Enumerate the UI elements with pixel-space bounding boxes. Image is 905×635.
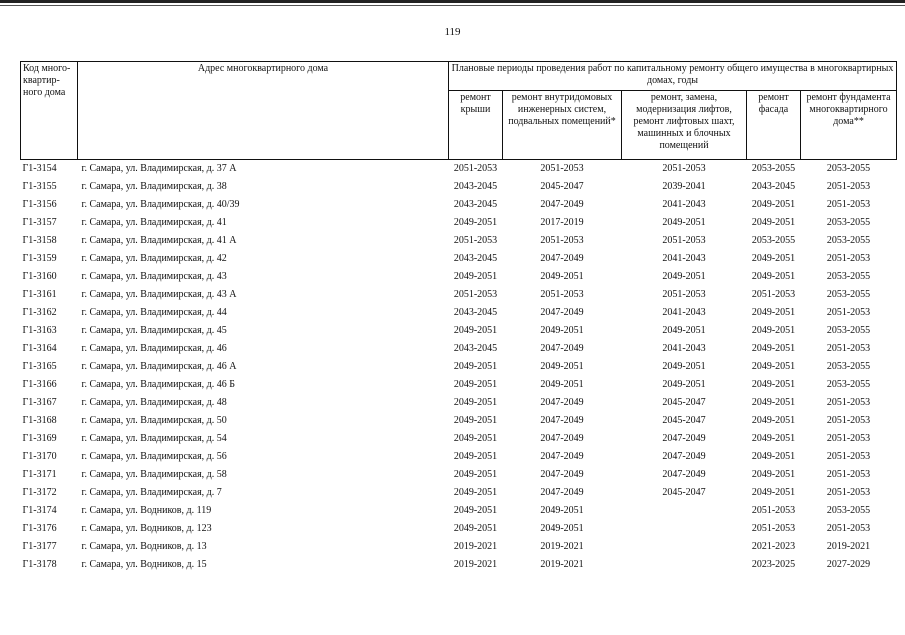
cell-engineering: 2047-2049 bbox=[540, 253, 584, 264]
cell-roof: 2049-2051 bbox=[453, 397, 498, 408]
table-row bbox=[21, 160, 897, 179]
cell-roof: 2051-2053 bbox=[453, 289, 498, 300]
cell-engineering: 2047-2049 bbox=[540, 415, 584, 426]
repair-schedule-table bbox=[20, 61, 897, 574]
cell-facade: 2049-2051 bbox=[751, 343, 796, 354]
cell-facade: 2049-2051 bbox=[751, 253, 796, 264]
cell-lifts: 2041-2043 bbox=[662, 307, 706, 318]
table-row bbox=[21, 322, 897, 340]
cell-foundation: 2051-2053 bbox=[826, 523, 871, 534]
cell-facade: 2049-2051 bbox=[751, 379, 796, 390]
cell-engineering: 2047-2049 bbox=[540, 343, 584, 354]
header-roof: ремонт крыши bbox=[449, 91, 503, 160]
cell-facade: 2021-2023 bbox=[751, 541, 796, 552]
cell-address: г. Самара, ул. Владимирская, д. 40/39 bbox=[81, 199, 240, 210]
cell-engineering: 2047-2049 bbox=[540, 433, 584, 444]
table-row bbox=[21, 358, 897, 376]
cell-facade: 2049-2051 bbox=[751, 217, 796, 228]
cell-lifts: 2041-2043 bbox=[662, 343, 706, 354]
table-row bbox=[21, 412, 897, 430]
cell-address: г. Самара, ул. Владимирская, д. 43 А bbox=[81, 289, 237, 300]
cell-foundation: 2053-2055 bbox=[826, 235, 871, 246]
cell-foundation: 2053-2055 bbox=[826, 379, 871, 390]
cell-facade: 2049-2051 bbox=[751, 469, 796, 480]
cell-address: г. Самара, ул. Владимирская, д. 44 bbox=[81, 307, 227, 318]
cell-engineering: 2051-2053 bbox=[540, 163, 584, 174]
cell-code: Г1-3161 bbox=[22, 289, 57, 300]
cell-facade: 2049-2051 bbox=[751, 451, 796, 462]
cell-address: г. Самара, ул. Владимирская, д. 50 bbox=[81, 415, 227, 426]
cell-engineering: 2047-2049 bbox=[540, 397, 584, 408]
cell-roof: 2049-2051 bbox=[453, 487, 498, 498]
cell-code: Г1-3168 bbox=[22, 415, 57, 426]
cell-code: Г1-3178 bbox=[22, 559, 57, 570]
cell-facade: 2051-2053 bbox=[751, 289, 796, 300]
cell-roof: 2049-2051 bbox=[453, 217, 498, 228]
cell-code: Г1-3157 bbox=[22, 217, 57, 228]
cell-code: Г1-3159 bbox=[22, 253, 57, 264]
cell-engineering: 2049-2051 bbox=[540, 523, 584, 534]
table-row bbox=[21, 340, 897, 358]
cell-address: г. Самара, ул. Владимирская, д. 46 bbox=[81, 343, 227, 354]
cell-address: г. Самара, ул. Владимирская, д. 43 bbox=[81, 271, 227, 282]
cell-address: г. Самара, ул. Владимирская, д. 37 А bbox=[81, 163, 237, 174]
cell-code: Г1-3155 bbox=[22, 181, 57, 192]
cell-lifts: 2049-2051 bbox=[662, 379, 706, 390]
cell-facade: 2049-2051 bbox=[751, 433, 796, 444]
cell-facade: 2049-2051 bbox=[751, 325, 796, 336]
cell-facade: 2053-2055 bbox=[751, 163, 796, 174]
cell-foundation: 2051-2053 bbox=[826, 199, 871, 210]
table-header bbox=[21, 62, 897, 160]
cell-address: г. Самара, ул. Владимирская, д. 58 bbox=[81, 469, 227, 480]
cell-lifts: 2047-2049 bbox=[662, 433, 706, 444]
cell-address: г. Самара, ул. Водников, д. 119 bbox=[81, 505, 212, 516]
cell-engineering: 2049-2051 bbox=[540, 505, 584, 516]
table-row bbox=[21, 502, 897, 520]
cell-facade: 2049-2051 bbox=[751, 271, 796, 282]
cell-code: Г1-3167 bbox=[22, 397, 57, 408]
cell-address: г. Самара, ул. Владимирская, д. 45 bbox=[81, 325, 227, 336]
cell-address: г. Самара, ул. Владимирская, д. 41 bbox=[81, 217, 227, 228]
cell-foundation: 2051-2053 bbox=[826, 343, 871, 354]
cell-lifts: 2045-2047 bbox=[662, 487, 706, 498]
table-row bbox=[21, 538, 897, 556]
table-row bbox=[21, 394, 897, 412]
header-code: Код много-квартир-ного дома bbox=[21, 62, 78, 160]
cell-foundation: 2051-2053 bbox=[826, 433, 871, 444]
cell-address: г. Самара, ул. Владимирская, д. 48 bbox=[81, 397, 227, 408]
table-row bbox=[21, 466, 897, 484]
cell-engineering: 2047-2049 bbox=[540, 199, 584, 210]
cell-engineering: 2047-2049 bbox=[540, 307, 584, 318]
cell-lifts: 2047-2049 bbox=[662, 451, 706, 462]
header-lifts: ремонт, замена, модернизация лифтов, ремонт лифтовых шахт, машинных и блочных помещений bbox=[622, 91, 747, 160]
cell-foundation: 2053-2055 bbox=[826, 505, 871, 516]
cell-roof: 2049-2051 bbox=[453, 361, 498, 372]
cell-facade: 2043-2045 bbox=[751, 181, 796, 192]
cell-roof: 2049-2051 bbox=[453, 415, 498, 426]
cell-code: Г1-3165 bbox=[22, 361, 57, 372]
cell-address: г. Самара, ул. Владимирская, д. 56 bbox=[81, 451, 227, 462]
table-row bbox=[21, 448, 897, 466]
cell-code: Г1-3170 bbox=[22, 451, 57, 462]
cell-foundation: 2053-2055 bbox=[826, 289, 871, 300]
cell-lifts bbox=[622, 556, 747, 574]
cell-address: г. Самара, ул. Владимирская, д. 54 bbox=[81, 433, 227, 444]
cell-engineering: 2047-2049 bbox=[540, 451, 584, 462]
cell-engineering: 2051-2053 bbox=[540, 289, 584, 300]
cell-foundation: 2027-2029 bbox=[826, 559, 871, 570]
cell-address: г. Самара, ул. Владимирская, д. 42 bbox=[81, 253, 227, 264]
cell-engineering: 2017-2019 bbox=[540, 217, 584, 228]
cell-facade: 2049-2051 bbox=[751, 487, 796, 498]
cell-code: Г1-3154 bbox=[22, 163, 57, 174]
cell-code: Г1-3156 bbox=[22, 199, 57, 210]
cell-address: г. Самара, ул. Владимирская, д. 46 А bbox=[81, 361, 237, 372]
cell-address: г. Самара, ул. Водников, д. 123 bbox=[81, 523, 212, 534]
header-foundation: ремонт фундамента многоквартирного дома** bbox=[801, 91, 897, 160]
top-border-rule-thin bbox=[0, 5, 905, 6]
table-row bbox=[21, 430, 897, 448]
cell-roof: 2019-2021 bbox=[453, 559, 498, 570]
cell-lifts: 2045-2047 bbox=[662, 415, 706, 426]
cell-engineering: 2049-2051 bbox=[540, 271, 584, 282]
cell-roof: 2019-2021 bbox=[453, 541, 498, 552]
cell-foundation: 2053-2055 bbox=[826, 361, 871, 372]
table-row bbox=[21, 232, 897, 250]
cell-engineering: 2019-2021 bbox=[540, 559, 584, 570]
cell-foundation: 2051-2053 bbox=[826, 469, 871, 480]
cell-roof: 2049-2051 bbox=[453, 433, 498, 444]
cell-roof: 2049-2051 bbox=[453, 505, 498, 516]
cell-foundation: 2051-2053 bbox=[826, 415, 871, 426]
cell-foundation: 2051-2053 bbox=[826, 451, 871, 462]
cell-roof: 2043-2045 bbox=[453, 343, 498, 354]
cell-engineering: 2047-2049 bbox=[540, 469, 584, 480]
cell-address: г. Самара, ул. Владимирская, д. 7 bbox=[81, 487, 222, 498]
cell-roof: 2049-2051 bbox=[453, 271, 498, 282]
cell-engineering: 2049-2051 bbox=[540, 325, 584, 336]
cell-roof: 2043-2045 bbox=[453, 181, 498, 192]
cell-engineering: 2047-2049 bbox=[540, 487, 584, 498]
cell-address: г. Самара, ул. Владимирская, д. 38 bbox=[81, 181, 227, 192]
cell-lifts bbox=[622, 502, 747, 520]
table-row bbox=[21, 268, 897, 286]
cell-roof: 2049-2051 bbox=[453, 523, 498, 534]
cell-lifts: 2041-2043 bbox=[662, 199, 706, 210]
cell-foundation: 2051-2053 bbox=[826, 397, 871, 408]
cell-engineering: 2019-2021 bbox=[540, 541, 584, 552]
cell-roof: 2043-2045 bbox=[453, 199, 498, 210]
table-row bbox=[21, 304, 897, 322]
cell-lifts: 2045-2047 bbox=[662, 397, 706, 408]
page-number: 119 bbox=[444, 26, 461, 38]
cell-lifts bbox=[622, 538, 747, 556]
cell-foundation: 2053-2055 bbox=[826, 217, 871, 228]
cell-lifts: 2051-2053 bbox=[662, 235, 706, 246]
table-row bbox=[21, 484, 897, 502]
cell-code: Г1-3176 bbox=[22, 523, 57, 534]
cell-lifts: 2049-2051 bbox=[662, 271, 706, 282]
cell-code: Г1-3158 bbox=[22, 235, 57, 246]
header-facade: ремонт фасада bbox=[747, 91, 801, 160]
cell-code: Г1-3174 bbox=[22, 505, 57, 516]
cell-code: Г1-3163 bbox=[22, 325, 57, 336]
table-row bbox=[21, 196, 897, 214]
cell-code: Г1-3164 bbox=[22, 343, 57, 354]
cell-code: Г1-3160 bbox=[22, 271, 57, 282]
cell-address: г. Самара, ул. Владимирская, д. 41 А bbox=[81, 235, 237, 246]
cell-code: Г1-3172 bbox=[22, 487, 57, 498]
cell-code: Г1-3169 bbox=[22, 433, 57, 444]
cell-code: Г1-3177 bbox=[22, 541, 57, 552]
cell-foundation: 2053-2055 bbox=[826, 271, 871, 282]
cell-code: Г1-3162 bbox=[22, 307, 57, 318]
header-address: Адрес многоквартирного дома bbox=[78, 62, 449, 160]
cell-code: Г1-3171 bbox=[22, 469, 57, 480]
cell-facade: 2053-2055 bbox=[751, 235, 796, 246]
cell-roof: 2043-2045 bbox=[453, 253, 498, 264]
cell-foundation: 2051-2053 bbox=[826, 253, 871, 264]
cell-engineering: 2049-2051 bbox=[540, 361, 584, 372]
cell-facade: 2049-2051 bbox=[751, 397, 796, 408]
table-row bbox=[21, 556, 897, 574]
table-row bbox=[21, 250, 897, 268]
cell-roof: 2049-2051 bbox=[453, 325, 498, 336]
cell-facade: 2049-2051 bbox=[751, 361, 796, 372]
cell-address: г. Самара, ул. Водников, д. 15 bbox=[81, 559, 207, 570]
header-engineering: ремонт внутридомовых инженерных систем, подвальных помещений* bbox=[503, 91, 622, 160]
cell-facade: 2023-2025 bbox=[751, 559, 796, 570]
table-row bbox=[21, 178, 897, 196]
cell-lifts: 2051-2053 bbox=[662, 163, 706, 174]
cell-foundation: 2053-2055 bbox=[826, 163, 871, 174]
cell-lifts: 2047-2049 bbox=[662, 469, 706, 480]
cell-lifts: 2049-2051 bbox=[662, 217, 706, 228]
cell-lifts: 2041-2043 bbox=[662, 253, 706, 264]
cell-facade: 2051-2053 bbox=[751, 505, 796, 516]
cell-roof: 2051-2053 bbox=[453, 163, 498, 174]
cell-roof: 2043-2045 bbox=[453, 307, 498, 318]
cell-code: Г1-3166 bbox=[22, 379, 57, 390]
cell-engineering: 2051-2053 bbox=[540, 235, 584, 246]
table-row bbox=[21, 214, 897, 232]
cell-foundation: 2051-2053 bbox=[826, 307, 871, 318]
cell-foundation: 2051-2053 bbox=[826, 487, 871, 498]
cell-foundation: 2051-2053 bbox=[826, 181, 871, 192]
cell-lifts: 2049-2051 bbox=[662, 325, 706, 336]
cell-lifts: 2039-2041 bbox=[662, 181, 706, 192]
table-row bbox=[21, 520, 897, 538]
cell-lifts: 2049-2051 bbox=[662, 361, 706, 372]
cell-engineering: 2045-2047 bbox=[540, 181, 584, 192]
cell-engineering: 2049-2051 bbox=[540, 379, 584, 390]
cell-lifts bbox=[622, 520, 747, 538]
cell-roof: 2049-2051 bbox=[453, 379, 498, 390]
cell-facade: 2049-2051 bbox=[751, 415, 796, 426]
cell-roof: 2049-2051 bbox=[453, 469, 498, 480]
cell-roof: 2049-2051 bbox=[453, 451, 498, 462]
table-row bbox=[21, 376, 897, 394]
cell-facade: 2051-2053 bbox=[751, 523, 796, 534]
cell-lifts: 2051-2053 bbox=[662, 289, 706, 300]
table-row bbox=[21, 286, 897, 304]
cell-facade: 2049-2051 bbox=[751, 199, 796, 210]
cell-address: г. Самара, ул. Владимирская, д. 46 Б bbox=[81, 379, 236, 390]
cell-foundation: 2053-2055 bbox=[826, 325, 871, 336]
cell-facade: 2049-2051 bbox=[751, 307, 796, 318]
header-periods: Плановые периоды проведения работ по капитальному ремонту общего имущества в многоквартирных домах, годы bbox=[449, 62, 897, 91]
top-border-rule bbox=[0, 0, 905, 3]
cell-roof: 2051-2053 bbox=[453, 235, 498, 246]
cell-foundation: 2019-2021 bbox=[826, 541, 871, 552]
cell-address: г. Самара, ул. Водников, д. 13 bbox=[81, 541, 207, 552]
table-body bbox=[21, 160, 897, 575]
